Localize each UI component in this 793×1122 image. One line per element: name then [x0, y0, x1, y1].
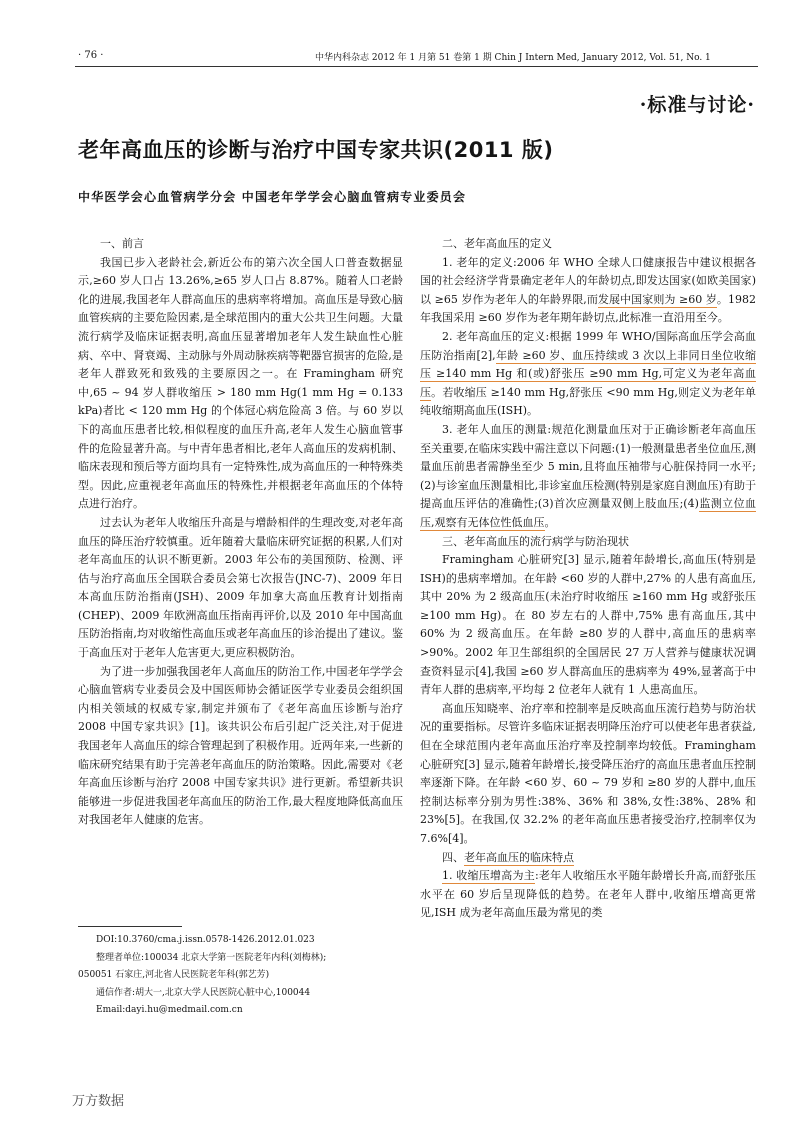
- text: 。1982 年我国采用 ≥60 岁作为老年期年龄切点,此标准一直沿用至今。: [420, 292, 756, 325]
- paragraph-intro-3: 为了进一步加强我国老年人高血压的防治工作,中国老年学学会心脑血管病专业委员会及中国医师协会循证医学专业委员会组织国内相关领域的权威专家,制定并颁布了《老年高血压诊断与治疗 2008 中国专家共识》[1]。该共识公布后引起广泛关注,对于促进我国老年人高血压的综合管理起到了积极作用。近两年来,一些新的临床研究结果有助于完善老年高血压的防治策略。因此,需要对《老年高血压诊断与治疗 2008 中国专家共识》进行更新。希望新共识能够进一步促进我国老年高血压的防治工作,最大程度地降低高血压对我国老年人健康的危害。: [78, 664, 403, 827]
- paragraph-intro-1: 我国已步入老龄社会,新近公布的第六次全国人口普查数据显示,≥60 岁人口占 13.26%,≥65 岁人口占 8.87%。随着人口老龄化的进展,我国老年人群高血压的患病率将增加。高血压是导致心脑血管疾病的主要危险因素,是全球范围内的重大公共卫生问题。大量流行病学及临床证据表明,高血压显著增加老年人发生缺血性心脏病、卒中、肾衰竭、主动脉与外周动脉疾病等靶器官损害的危险,是老年人群致死和致残的主要原因之一。在 Framingham 研究中,65 ~ 94 岁人群收缩压 > 180 mm Hg(1 mm Hg = 0.133 kPa)者比 < 120 mm Hg 的个体冠心病危险高 3 倍。与 60 岁以下的高血压患者比较,相似程度的血压升高,老年人发生心脑血管事件的危险显著升高。与中青年患者相比,老年人高血压的发病机制、临床表现和预后等方面均具有一定特殊性,成为高血压的一种特殊类型。因此,应重视老年高血压的特殊性,并根据老年高血压的个体特点进行治疗。: [78, 255, 403, 511]
- highlight-text: 发展中国家则为 ≥60 岁: [597, 292, 717, 306]
- section-label: ·标准与讨论·: [639, 94, 755, 116]
- footnote-unit-cont: 050051 石家庄,河北省人民医院老年科(郭艺芳): [78, 970, 270, 980]
- footnotes: [78, 932, 408, 1020]
- article-authors: 中华医学会心血管病学分会 中国老年学学会心脑血管病专业委员会: [78, 190, 467, 204]
- text: 。若收缩压 ≥140 mm Hg,舒张压 <90 mm Hg,则定义为老年单纯收缩期高血压(ISH)。: [420, 385, 757, 418]
- section-heading-features: [420, 849, 756, 868]
- left-column: [78, 235, 403, 830]
- paragraph-def-2: [420, 328, 756, 421]
- text: 2. 老年高血压的定义:根据 1999 年 WHO/国际高血压学会高血压防治指南[2],: [420, 329, 756, 362]
- right-column: [420, 235, 756, 923]
- paragraph-epi-2: 高血压知晓率、治疗率和控制率是反映高血压流行趋势与防治状况的重要指标。尽管许多临床证据表明降压治疗可以使老年患者获益,但在全球范围内老年高血压治疗率及控制率均较低。Framingham 心脏研究[3] 显示,随着年龄增长,接受降压治疗的高血压患者血压控制率逐渐下降。在年龄 <60 岁、60 ~ 79 岁和 ≥80 岁的人群中,血压控制达标率分别为男性:38%、36% 和 38%,女性:38%、28% 和 23%[5]。在我国,仅 32.2% 的老年高血压患者接受治疗,控制率仅为 7.6%[4]。: [420, 701, 756, 845]
- paragraph-epi-1: Framingham 心脏研究[3] 显示,随着年龄增长,高血压(特别是 ISH)的患病率增加。在年龄 <60 岁的人群中,27% 的人患有高血压,其中 20% 为 2 级高血压(未治疗时收缩压 ≥160 mm Hg 或舒张压 ≥100 mm Hg)。在 80 岁左右的人群中,75% 患有高血压,其中 60% 为 2 级高血压。在年龄 ≥80 岁的人群中,高血压的患病率 >90%。2002 年卫生部组织的全国居民 27 万人营养与健康状况调查资料显示[4],我国 ≥60 岁人群高血压的患病率为 49%,显著高于中青年人群的患病率,平均每 2 位老年人就有 1 人患高血压。: [420, 553, 756, 697]
- highlight-text: 监测立位血压,观察有无体位性低血压: [420, 497, 757, 529]
- text: 3. 老年人血压的测量:规范化测量血压对于正确诊断老年高血压至关重要,在临床实践中需注意以下问题:(1)一般测量患者坐位血压,测量血压前患者需静坐至少 5 min,且将血压袖带与心脏保持同一水平;(2)与诊室血压测量相比,非诊室血压检测(特别是家庭自测血压)有助于提高血压评估的准确性;(3)首次应测量双侧上肢血压;(4): [420, 422, 756, 511]
- highlight-text: 1. 收缩压增高为主: [442, 869, 535, 883]
- text: 1. 老年的定义:2006 年 WHO 全球人口健康报告中建议根据各国的社会经济学背景确定老年人的年龄切点,即发达国家(如欧美国家)以 ≥65 岁作为老年人的年龄界限,而: [420, 255, 756, 306]
- section-heading-definition: 二、老年高血压的定义: [442, 237, 552, 250]
- paragraph-intro-2: 过去认为老年人收缩压升高是与增龄相伴的生理改变,对老年高血压的降压治疗较慎重。近年随着大量临床研究证据的积累,人们对老年高血压的认识不断更新。2003 年公布的美国预防、检测、评估与治疗高血压全国联合委员会第七次报告(JNC-7)、2009 年日本高血压防治指南(JSH)、2009 年加拿大高血压教育计划指南(CHEP)、2009 年欧洲高血压指南再评价,以及 2010 年中国高血压防治指南,均对收缩性高血压或老年高血压的诊治提出了建议。鉴于高血压对于老年人危害更大,更应积极防治。: [78, 515, 403, 660]
- article-title: 老年高血压的诊断与治疗中国专家共识(2011 版): [78, 138, 554, 162]
- footnote-correspondence: 通信作者:胡大一,北京大学人民医院心脏中心,100044: [96, 987, 311, 998]
- page-number: · 76 ·: [78, 50, 104, 61]
- footnote-divider: [78, 926, 182, 927]
- watermark: 万方数据: [72, 1094, 125, 1109]
- highlight-text: 年龄 ≥60 岁、血压持续或 3 次以上非同日坐位收缩压 ≥140 mm Hg 和(或)舒张压 ≥90 mm Hg,可定义为老年高血压: [420, 348, 756, 399]
- highlight-text: 老年高血压的临床特点: [464, 850, 574, 864]
- footnote-doi: DOI:10.3760/cma.j.issn.0578-1426.2012.01.023: [96, 935, 315, 945]
- section-heading-epidemiology: 三、老年高血压的流行病学与防治现状: [442, 534, 629, 548]
- footnote-email: Email:dayi.hu@medmail.com.cn: [96, 1005, 243, 1015]
- section-heading-intro: 一、前言: [100, 237, 144, 250]
- text: 。: [544, 515, 556, 529]
- paragraph-feature-1: [420, 867, 756, 923]
- footnote-unit: 整理者单位:100034 北京大学第一医院老年内科(刘梅林);: [96, 952, 327, 963]
- paragraph-def-3: [420, 421, 756, 533]
- text: :老年人收缩压水平随年龄增长升高,而舒张压水平在 60 岁后呈现降低的趋势。在老年人群中,收缩压增高更常见,ISH 成为老年高血压最为常见的类: [420, 869, 756, 920]
- text: 四、: [442, 850, 464, 864]
- header-divider: [75, 66, 758, 67]
- journal-header: 中华内科杂志 2012 年 1 月第 51 卷第 1 期 Chin J Intern Med, January 2012, Vol. 51, No. 1: [315, 53, 711, 63]
- paragraph-def-1: [420, 254, 756, 328]
